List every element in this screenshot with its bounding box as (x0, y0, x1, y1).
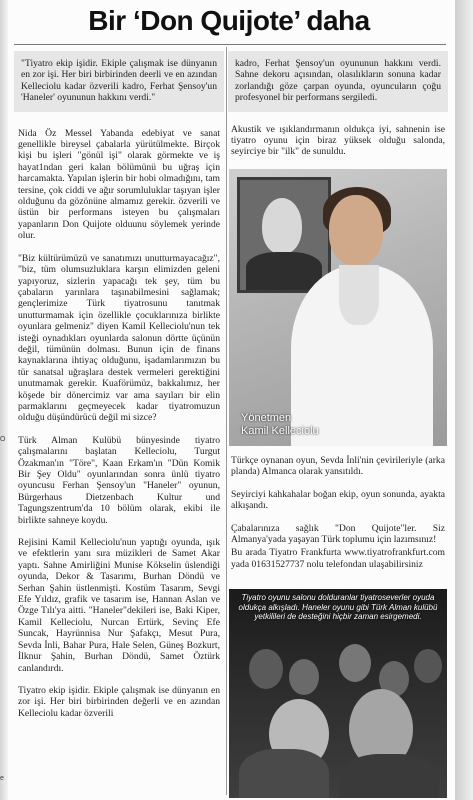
headline-rule (14, 44, 446, 45)
paragraph: Akustik ve ışıklandırmanın oldukça iyi, sahnenin ise tiyatro oyunu için biraz yüksek olduğu salonda, seyirciye bir "ilk" de sunuldu. (231, 123, 445, 158)
paragraph: kadro, Ferhat Şensoy'un oyununun hakkını verdi. Sahne dekoru açısından, olasılıkların sonuna kadar zorlandığı göze çarpan oyunda, oyuncuların çoğu profesyonel bir performans sergiledi. (235, 58, 441, 104)
adjacent-page-edge (0, 0, 8, 800)
column-divider (226, 47, 227, 795)
edge-letter: e (0, 775, 4, 782)
photo-caption-name: Kamil Kelleciolu (241, 425, 319, 437)
photo-caption-title: Yönetmen (241, 412, 292, 424)
director-photo (229, 169, 447, 446)
paragraph: Türkçe oynanan oyun, Sevda İnli'nin çevirileriyle (arka planda) Almanca olarak yansıtıldı. (231, 455, 445, 478)
paragraph: Seyirciyi kahkahalar boğan ekip, oyun sonunda, ayakta alkışandı. (231, 488, 445, 512)
paragraph: Nida Öz Messel Yabanda edebiyat ve sanat genellikle bireysel çabalarla yürütülmekte. Birçok kişi bu işleri "gönül işi" olarak görmekte ve iş hayat1ndan geri kalan bölümünü bu uğraş için harcamakta. Yapılan işlerin bir hobi olmadığını, tam tersine, çok ciddi ve ağır sorumluluklar taşıyan işler olduğunu da gözönüne almamız gerekir. özverili ve üstün bir performans isteyen bu çalışmaları yapanların Don Quijote olduunu söylemek yerinde olur. (18, 127, 220, 242)
article-headline: Bir ‘Don Quijote’ daha (88, 5, 370, 36)
paragraph: Türk Alman Kulübü bünyesinde tiyatro çalışmalarını başlatan Kelleciolu, Turgut Özakman'ın "Töre", Kaan Erkam'ın "Dün Komik Bir Şey Oldu" oyunlarından sonra ünlü tiyatro oyuncusu Ferhan Şensoy'un "Haneler" oyunun, Bürgerhaus Dietzenbach Kultur und Tagungszentrum'da 10 bölüm olarak, ekibi ile birlikte sahneye koydu. (18, 434, 220, 526)
paragraph: Rejisini Kamil Kelleciolu'nun yaptığı oyunda, ışık ve efektlerin yanı sıra müzikleri de Samet Akar yaptı. Sahne Amirliğini Munise Kökselin üslendiği oyunda, Dekor & Tasarımı, Burhan Döndü ve Serhan Şahin üstlenmişti. Kostüm Tasarım, Sevgi Efe Yıldız, grafik ve tasarım ise, Hannan Aslan ve Özge Tılı'ya aitti. "Haneler"dekileri ise, Baki Kiper, Kamil Kelleciolu, Nurcan Ertürk, Sevinç Efe Suncak, Hayrünnisa Nur Şafakçı, Mesut Pura, Sevda İnli, Bahar Pura, Hale Selen, Güneş Bozkurt, İlknur Şahin, Burhan Döndü, Samet Öztürk canlandırdı. (18, 537, 220, 674)
pull-quote: "Tiyatro ekip işidir. Ekiple çalışmak ise dünyanın en zor işi. Her biri birbirinden deerli ve en azından Kelleciolu kadar özverili kadro, Ferhat Şensoy'un 'Haneler' oyununun hakkını verdi." (21, 58, 217, 104)
continued-box (228, 51, 448, 112)
audience-photo-caption: Tiyatro oyunu salonu dolduranlar tiyatroseverler oyuda oldukça alkışladı. Haneler oyunu gibi Türk Alman kulübü yetkilileri de desteğini hiçbir zaman esirgemedi. (238, 593, 438, 621)
paragraph: "Biz kültürümüzü ve sanatımızı unutturmayacağız", "biz, tüm olumsuzluklara karşın elimizden geleni yapıyoruz, sizlerin yapacağı tek şey, tüm bu çabaların yarınlara taşınabilmesini sağlamak; gençlerimize Türk tiyatrosunu tanıtmak unutturmamak için özellikle çocuklarınıza birlikte oyunlara gelmeniz" diyen Kamil Kelleciolu'nun tek isteği oynadıkları oyunlarda salonun dörtte üçünün değil, tümünün dolması. Bunun için de finans kaynaklarına ihtiyaç olduğunu, işadamlarımızın bu tür sanatsal uğraşlara destek vermeleri gerektiğini unutmamak gerekir. Kuaförümüz, bakkalımız, her köşede bir dönercimiz var ama sayıları bir elin parmaklarını geçmeyecek kadar tiyatromuzun olduğu düşündürücü değil mi sizce? (18, 252, 220, 424)
edge-letter: O (0, 436, 6, 443)
page-shadow-right (455, 0, 473, 800)
pull-quote-box (14, 51, 224, 112)
right-column-top (231, 51, 445, 169)
paragraph: Tiyatro ekip işidir. Ekiple çalışmak ise dünyanın en zor işi. Her biri birbirinden değerli ve en azından Kelleciolu kadar özverili (18, 684, 220, 719)
left-column (18, 51, 220, 719)
audience-photo (229, 589, 447, 798)
paragraph: Çabalarınıza sağlık "Don Quijote"ler. Siz Almanya'yada yaşayan Türk toplumu için lazımsınız! (231, 522, 445, 546)
right-column-middle (231, 455, 445, 570)
wall-portrait (237, 177, 331, 293)
contact-paragraph: Bu arada Tiyatro Frankfurta www.tiyatrofrankfurt.com yada 01631527737 nolu telefondan ulaşabilirsiniz (231, 547, 445, 570)
